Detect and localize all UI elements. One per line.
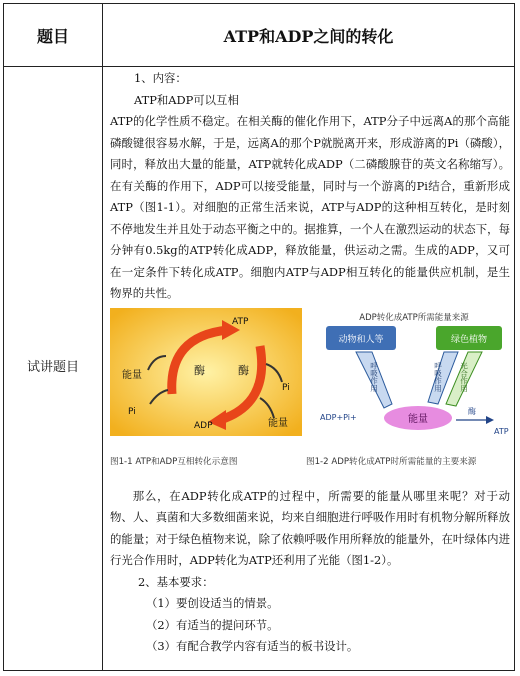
label-adp-pi: ADP+Pi+ [320,412,357,422]
label-adp: ADP [194,420,213,431]
label-photosynthesis: 光合作用 [459,361,469,392]
label-enzyme-right: 酶 [238,363,249,377]
section2-heading: 2、基本要求： [138,574,214,589]
label-pi-left: Pi [128,406,136,417]
figures-area [110,308,510,486]
label-plants: 绿色植物 [450,334,488,345]
label-enzyme: 酶 [468,406,476,416]
header-left-label: 题目 [36,26,69,46]
paragraph-1: ATP的化学性质不稳定。在相关酶的催化作用下，ATP分子中远离A的那个高能磷酸键很容易水解，于是，远离A的那个P就脱离开来，形成游离的Pi（磷酸），同时，释放出大量的能量，ATP就转化成ADP（二磷酸腺苷的英文名称缩写）。在有关酶的作用下，ADP可以接受能量，同时与一个游离的Pi结合，重新形成ATP（图1-1）。对细胞的正常生活来说，ATP与ADP的这种相互转化，是时刻不停地发生并且处于动态平衡之中的。据推算，一个人在激烈运动的状态下，每分钟有0.5kg的ATP转化成ADP，释放能量，供运动之需。生成的ADP，又可在一定条件下转化成ATP。细胞内ATP与ADP相互转化的能量供应机制，是生物界的共性。 [110,114,510,300]
label-enzyme-left: 酶 [194,363,205,377]
question-table [3,3,515,671]
label-atp: ATP [232,316,249,327]
figure2-caption: 图1-2 ADP转化成ATP时所需能量的主要来源 [306,456,477,467]
section1-heading: 1、内容： [134,71,187,85]
row-label: 试讲题目 [26,360,79,375]
column-divider [102,4,103,670]
label-energy-left: 能量 [122,369,142,381]
requirement-2: （2）有适当的提问环节。 [146,617,279,632]
section1-subheading: ATP和ADP可以互相 [134,92,239,107]
figure-atp-adp-cycle [110,308,302,436]
row-divider [4,66,514,67]
figure2-title: ADP转化成ATP所需能量来源 [359,312,469,323]
label-respiration2: 呼吸作用 [433,361,443,392]
requirement-1: （1）要创设适当的情景。 [146,596,279,610]
header-title: ATP和ADP之间的转化 [223,26,394,46]
label-respiration1: 呼吸作用 [369,361,379,392]
label-energy-right: 能量 [268,417,288,429]
label-energy: 能量 [408,413,428,425]
label-pi-right: Pi [282,382,290,393]
figure-energy-source [318,308,510,436]
label-atp-output: ATP [494,426,509,436]
label-animals: 动物和人等 [338,334,384,345]
requirement-3: （3）有配合教学内容有适当的板书设计。 [146,639,359,653]
content-cell [110,68,510,658]
paragraph-2: 那么，在ADP转化成ATP的过程中，所需要的能量从哪里来呢？对于动物、人、真菌和大多数细菌来说，均来自细胞进行呼吸作用时有机物分解所释放的能量；对于绿色植物来说，除了依赖呼吸作用所释放的能量外，在叶绿体内进行光合作用时，ADP转化为ATP还利用了光能（图1-2）。 [110,488,510,567]
figure1-caption: 图1-1 ATP和ADP互相转化示意图 [110,456,238,467]
